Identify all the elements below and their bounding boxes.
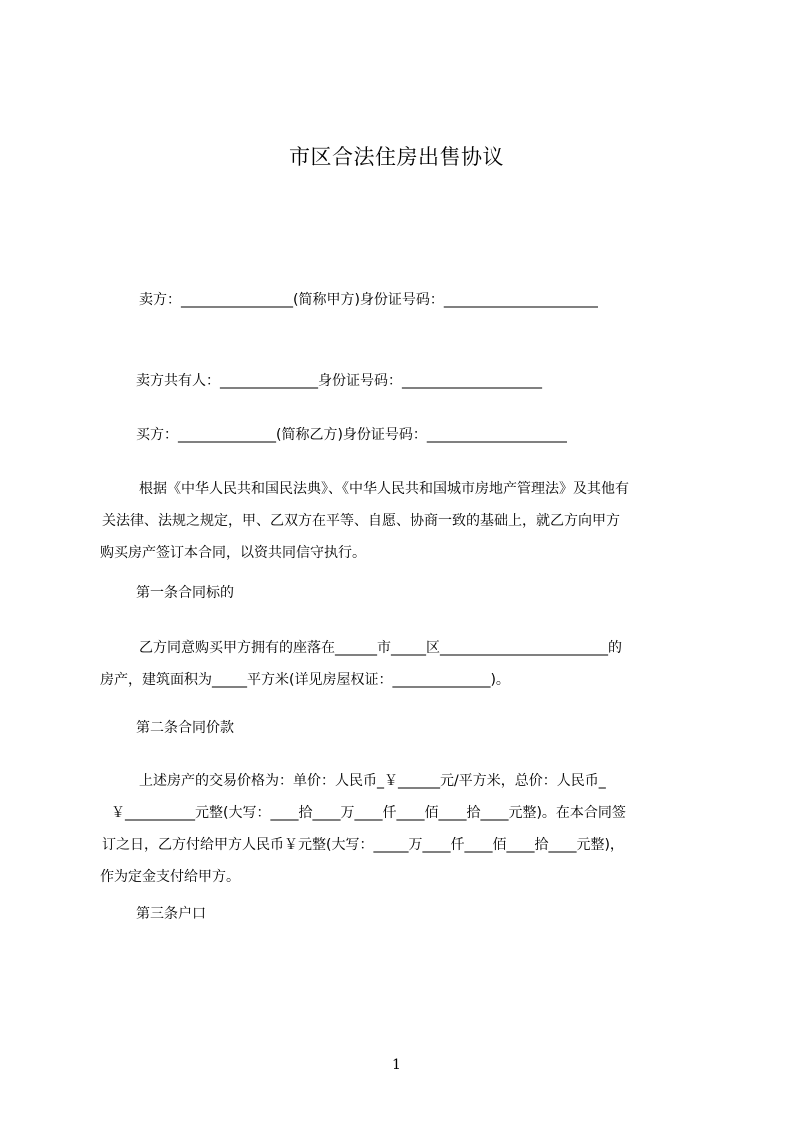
- article1-line: 乙方同意购买甲方拥有的座落在______市_____区________________________的: [139, 640, 622, 656]
- document-title: 市区合法住房出售协议: [289, 145, 504, 169]
- article2-heading: 第二条合同价款: [136, 720, 234, 736]
- buyer-line: 买方：______________(简称乙方)身份证号码：____________________: [136, 427, 567, 443]
- article2-line: 上述房产的交易价格为：单价：人民币_￥______元/平方米，总价：人民币_: [139, 773, 606, 789]
- preamble-line: 购买房产签订本合同，以资共同信守执行。: [100, 545, 366, 561]
- article1-line: 房产，建筑面积为_____平方米(详见房屋权证：______________)。: [100, 672, 510, 688]
- page-number: 1: [392, 1057, 401, 1073]
- article1-heading: 第一条合同标的: [136, 585, 234, 601]
- article1-paragraph: [100, 632, 705, 696]
- preamble-line: 关法律、法规之规定，甲、乙双方在平等、自愿、协商一致的基础上，就乙方向甲方: [102, 513, 620, 529]
- preamble-line: 根据《中华人民共和国民法典》、《中华人民共和国城市房地产管理法》及其他有: [139, 481, 629, 497]
- article2-line: 作为定金支付给甲方。: [100, 869, 240, 885]
- seller-line: 卖方：________________(简称甲方)身份证号码：______________________: [139, 292, 598, 308]
- article2-paragraph: [100, 765, 705, 893]
- article2-line: 订之日，乙方付给甲方人民币￥元整(大写：_____万____仟____佰____拾____元整)，: [102, 837, 624, 853]
- co-owner-line: 卖方共有人：______________身份证号码：____________________: [136, 373, 542, 389]
- preamble-paragraph: [100, 473, 705, 569]
- article3-heading: 第三条户口: [136, 906, 206, 922]
- article2-line: ￥__________元整(大写：____拾____万____仟____佰____拾____元整)。在本合同签: [111, 805, 626, 821]
